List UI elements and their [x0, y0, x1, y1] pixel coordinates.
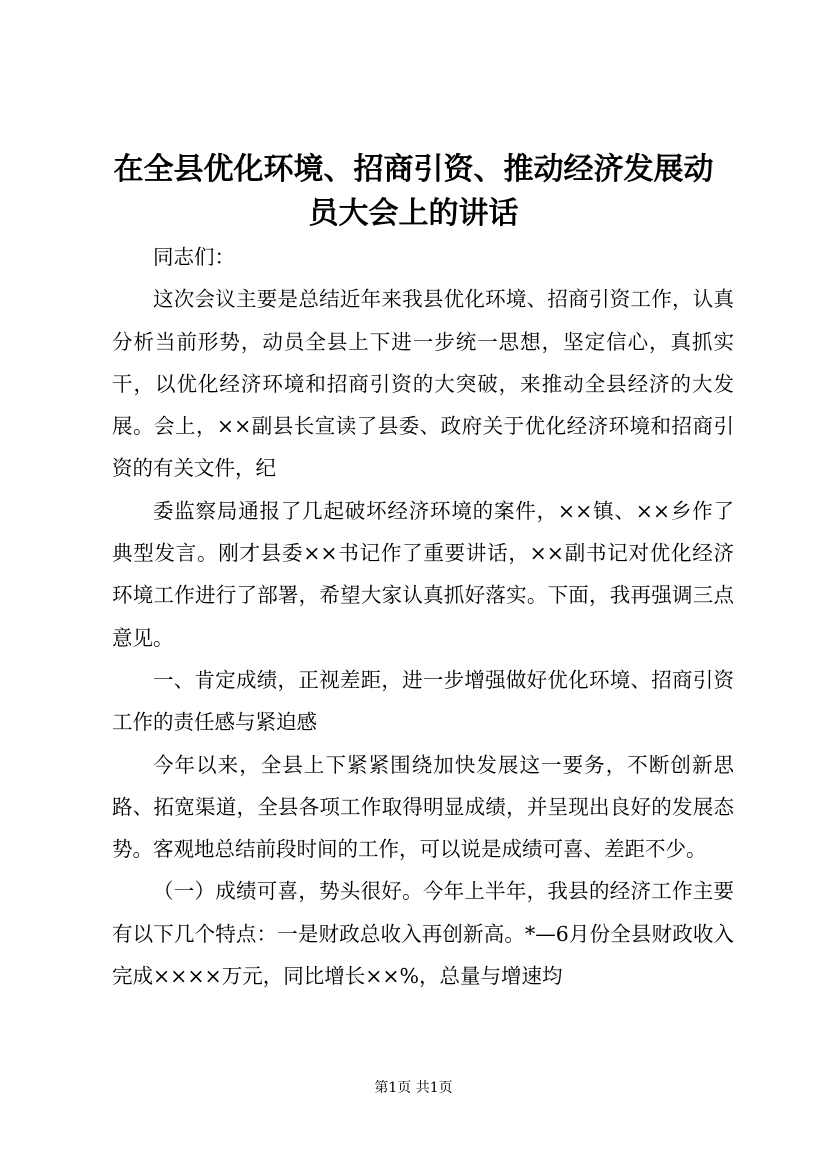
body-paragraph: 这次会议主要是总结近年来我县优化环境、招商引资工作，认真分析当前形势，动员全县上下进一步统一思想，坚定信心，真抓实干，以优化经济环境和招商引资的大突破，来推动全县经济的大发展。会上，××副县长宣读了县委、政府关于优化经济环境和招商引资的有关文件，纪	[112, 287, 734, 481]
body-paragraph: 今年以来，全县上下紧紧围绕加快发展这一要务，不断创新思路、拓宽渠道，全县各项工作取得明显成绩，并呈现出良好的发展态势。客观地总结前段时间的工作，可以说是成绩可喜、差距不少。	[112, 752, 734, 862]
section-heading-paragraph: 一、肯定成绩，正视差距，进一步增强做好优化环境、招商引资工作的责任感与紧迫感	[112, 667, 734, 735]
document-body	[112, 236, 734, 997]
document-title: 在全县优化环境、招商引资、推动经济发展动员大会上的讲话	[113, 152, 714, 231]
salutation-paragraph: 同志们：	[153, 245, 235, 269]
body-paragraph: 委监察局通报了几起破坏经济环境的案件，××镇、××乡作了典型发言。刚才县委××书记作了重要讲话，××副书记对优化经济环境工作进行了部署，希望大家认真抓好落实。下面，我再强调三点意见。	[112, 498, 734, 650]
page-footer: 第1页 共1页	[374, 1080, 453, 1096]
body-paragraph: （一）成绩可喜，势头很好。今年上半年，我县的经济工作主要有以下几个特点：一是财政总收入再创新高。*—6月份全县财政收入完成××××万元，同比增长××%，总量与增速均	[112, 879, 734, 989]
